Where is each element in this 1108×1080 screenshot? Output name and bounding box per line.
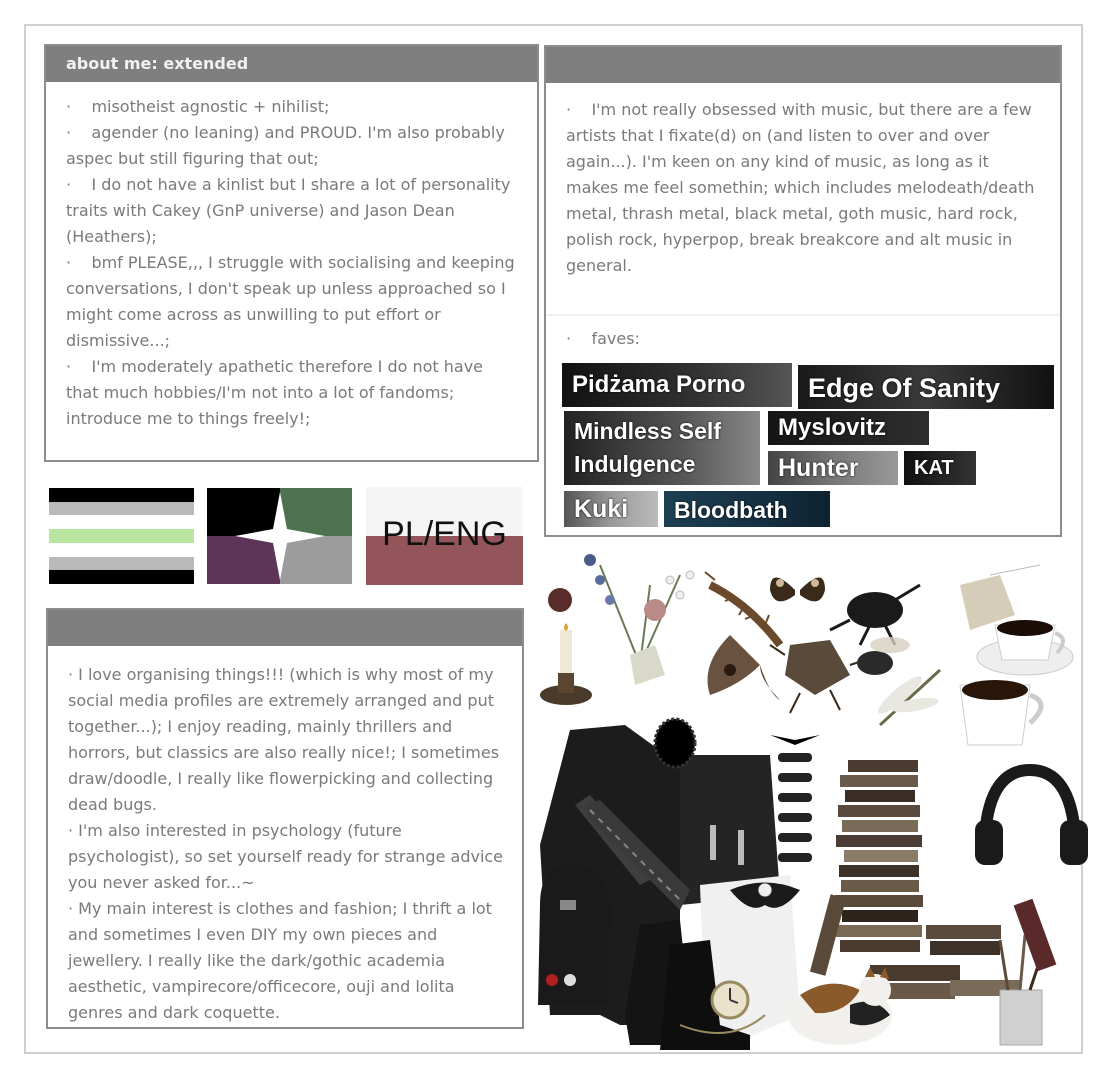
about-line: · I'm moderately apathetic therefore I do not have that much hobbies/I'm not into a lot of fandoms; introduce me to things freely!;	[66, 357, 484, 428]
music-text: · I'm not really obsessed with music, but there are a few artists that I fixate(d) on (and listen to over and over again...). I'm keen on any kind of music, as long as it makes me feel somethin; which includes melodeath/death metal, thrash metal, black metal, goth music, hard rock, polish rock, hyperpop, break breakcore and alt music in general.	[566, 100, 1035, 275]
agender-flag	[49, 488, 194, 584]
collage-image	[530, 545, 1090, 1065]
hobbies-panel	[46, 608, 524, 1029]
faves-divider	[546, 314, 1060, 316]
hobbies-paragraph: · I'm also interested in psychology (future psychologist), so set yourself ready for strange advice you never asked for...~	[68, 821, 504, 892]
brooch-icon	[655, 719, 695, 767]
hobbies-panel-header	[48, 610, 522, 646]
cat-icon	[788, 967, 892, 1045]
about-line: · agender (no leaning) and PROUD. I'm also probably aspec but still figuring that out;	[66, 123, 505, 168]
hobbies-panel-body	[48, 646, 522, 1026]
music-panel	[544, 45, 1062, 537]
language-flag	[366, 487, 523, 585]
about-line: · misotheist agnostic + nihilist;	[66, 97, 330, 116]
fave-hunter: Hunter	[768, 451, 898, 485]
language-label: PL/ENG	[382, 515, 507, 553]
music-panel-header	[546, 47, 1060, 83]
fave-pidzama-porno: Pidżama Porno	[562, 363, 792, 407]
agender-flag-image	[49, 488, 194, 584]
candle-icon	[540, 623, 592, 705]
backpack-icon	[538, 865, 610, 1005]
bee-icon	[857, 637, 910, 675]
fave-myslovitz: Myslovitz	[768, 411, 929, 445]
music-panel-body	[546, 83, 1060, 279]
about-panel-body	[46, 82, 537, 432]
centipede-icon	[705, 572, 780, 645]
beetle-icon	[830, 585, 920, 645]
about-line: · bmf PLEASE,,, I struggle with socialising and keeping conversations, I don't speak up unless approached so I might come across as unwilling to put effort or dismissive...;	[66, 253, 515, 350]
aspec-star-flag-image	[207, 488, 352, 584]
headphones-icon	[975, 770, 1088, 865]
bug-icon	[770, 640, 865, 713]
faves-label: · faves:	[566, 329, 640, 348]
brush-holder-icon	[1000, 899, 1056, 1045]
hobbies-paragraph: · My main interest is clothes and fashion; I thrift a lot and sometimes I even DIY my own pieces and jewellery. I really like the dark/gothic academia aesthetic, vampirecore/officecore, ouji and lolita genres and dark coquette.	[68, 899, 492, 1022]
about-panel	[44, 44, 539, 462]
moth-icon	[708, 635, 781, 700]
hobbies-paragraph: · I love organising things!!! (which is why most of my social media profiles are extremely arranged and put together...); I enjoy reading, mainly thrillers and horrors, but classics are also really nice!; I sometimes draw/doodle, I really like flowerpicking and collecting dead bugs.	[68, 665, 500, 814]
aspec-flag	[207, 488, 352, 584]
fave-kat: KAT	[904, 451, 976, 485]
about-panel-header: about me: extended	[46, 46, 537, 82]
aesthetic-collage	[530, 545, 1090, 1065]
fave-bloodbath: Bloodbath	[664, 491, 830, 527]
fave-edge-of-sanity: Edge Of Sanity	[798, 365, 1054, 409]
dragonfly-icon	[874, 670, 940, 725]
hair-clips-icon	[770, 735, 820, 862]
fave-mindless-self-indulgence: Mindless Self Indulgence	[564, 411, 760, 485]
butterfly-icon	[770, 578, 825, 602]
about-line: · I do not have a kinlist but I share a lot of personality traits with Cakey (GnP universe) and Jason Dean (Heathers);	[66, 175, 511, 246]
coffee-cup-icon	[960, 620, 1073, 745]
fave-kuki: Kuki	[564, 491, 658, 527]
